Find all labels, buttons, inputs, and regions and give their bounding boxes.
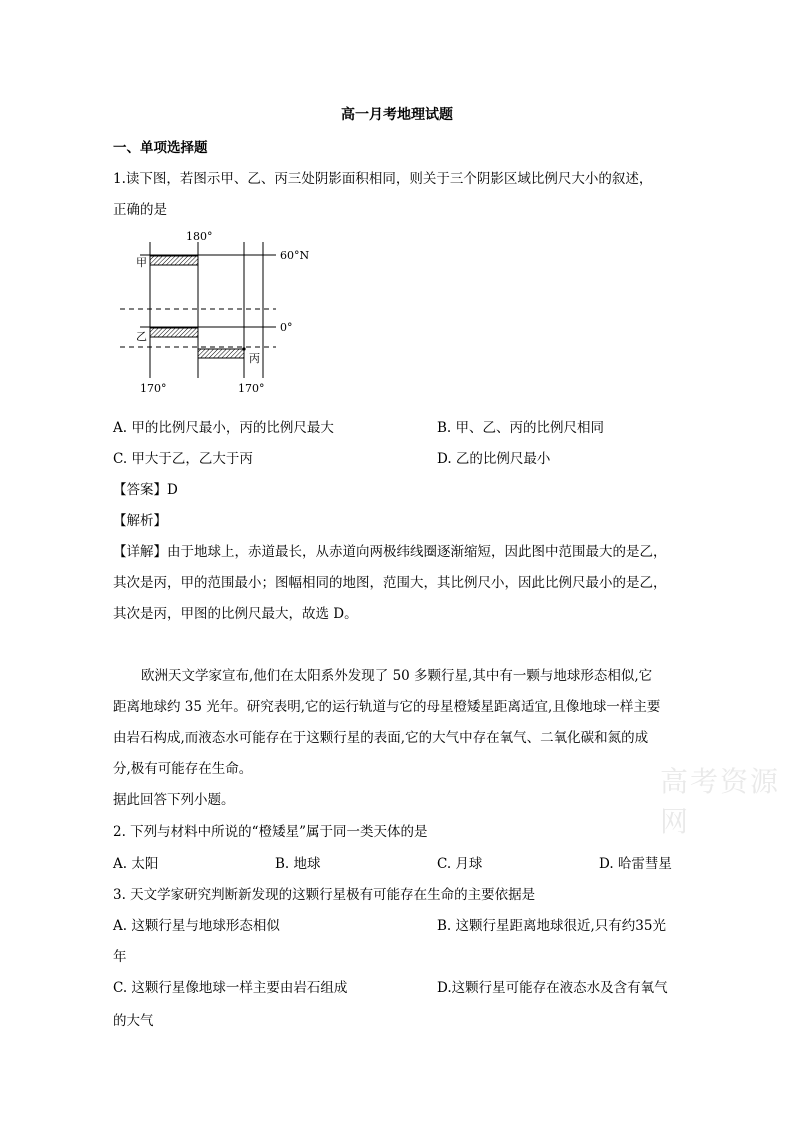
q1-stem-line1: 1.读下图，若图示甲、乙、丙三处阴影面积相同，则关于三个阴影区域比例尺大小的叙述， — [113, 171, 653, 187]
q1-option-a: A. 甲的比例尺最小，丙的比例尺最大 — [113, 420, 334, 436]
q3-option-a: A. 这颗行星与地球形态相似 — [113, 918, 280, 934]
q2-option-c: C. 月球 — [437, 856, 483, 872]
material-line4: 分,极有可能存在生命。 — [113, 761, 253, 777]
label-bing: 丙 — [249, 352, 260, 365]
q3-stem: 3. 天文学家研究判断新发现的这颗行星极有可能存在生命的主要依据是 — [113, 887, 536, 903]
q1-answer: 【答案】D — [113, 482, 178, 498]
label-170-right: 170° — [238, 382, 265, 395]
label-180: 180° — [186, 230, 213, 243]
shaded-area-jia — [150, 256, 198, 265]
watermark: 高考资源网 — [660, 765, 781, 838]
label-170-left: 170° — [140, 382, 167, 395]
q1-option-c: C. 甲大于乙，乙大于丙 — [113, 451, 253, 467]
q1-detail-line3: 其次是丙，甲图的比例尺最大，故选 D。 — [113, 606, 358, 622]
material-prompt: 据此回答下列小题。 — [113, 792, 235, 808]
q1-detail-line1: 【详解】由于地球上，赤道最长，从赤道向两极纬线圈逐渐缩短，因此图中范围最大的是乙， — [113, 544, 667, 560]
label-yi: 乙 — [136, 330, 147, 343]
label-60n: 60°N — [280, 249, 310, 262]
q2-option-b: B. 地球 — [275, 856, 321, 872]
q2-option-a: A. 太阳 — [113, 856, 159, 872]
q2-stem: 2. 下列与材料中所说的“橙矮星”属于同一类天体的是 — [113, 824, 428, 840]
q1-map-figure — [118, 228, 318, 400]
section-heading: 一、单项选择题 — [113, 140, 208, 156]
q1-option-b: B. 甲、乙、丙的比例尺相同 — [437, 420, 605, 436]
label-0: 0° — [280, 321, 293, 334]
shaded-area-yi — [150, 328, 198, 337]
dot-marker — [242, 347, 245, 350]
material-line1: 欧洲天文学家宣布,他们在太阳系外发现了 50 多颗行星,其中有一颗与地球形态相似,它 — [141, 668, 653, 684]
material-line3: 由岩石构成,而液态水可能存在于这颗行星的表面,它的大气中存在氧气、二氧化碳和氮的成 — [113, 730, 649, 746]
q1-option-d: D. 乙的比例尺最小 — [437, 451, 551, 467]
q3-option-b-line1: B. 这颗行星距离地球很近,只有约35光 — [437, 918, 666, 934]
page-title: 高一月考地理试题 — [341, 107, 453, 123]
label-jia: 甲 — [136, 256, 147, 269]
q1-analysis-heading: 【解析】 — [113, 513, 167, 529]
q3-option-c: C. 这颗行星像地球一样主要由岩石组成 — [113, 980, 348, 996]
q3-option-d-line2: 的大气 — [113, 1013, 154, 1029]
q2-option-d: D. 哈雷彗星 — [599, 856, 672, 872]
q1-detail-line2: 其次是丙，甲的范围最小；图幅相同的地图，范围大，其比例尺小，因此比例尺最小的是乙， — [113, 575, 667, 591]
material-line2: 距离地球约 35 光年。研究表明,它的运行轨道与它的母星橙矮星距离适宜,且像地球一样主要 — [113, 699, 661, 715]
q3-option-b-line2: 年 — [113, 949, 127, 965]
q1-stem-line2: 正确的是 — [113, 202, 167, 218]
shaded-area-bing — [198, 349, 244, 358]
q3-option-d-line1: D.这颗行星可能存在液态水及含有氧气 — [437, 980, 668, 996]
